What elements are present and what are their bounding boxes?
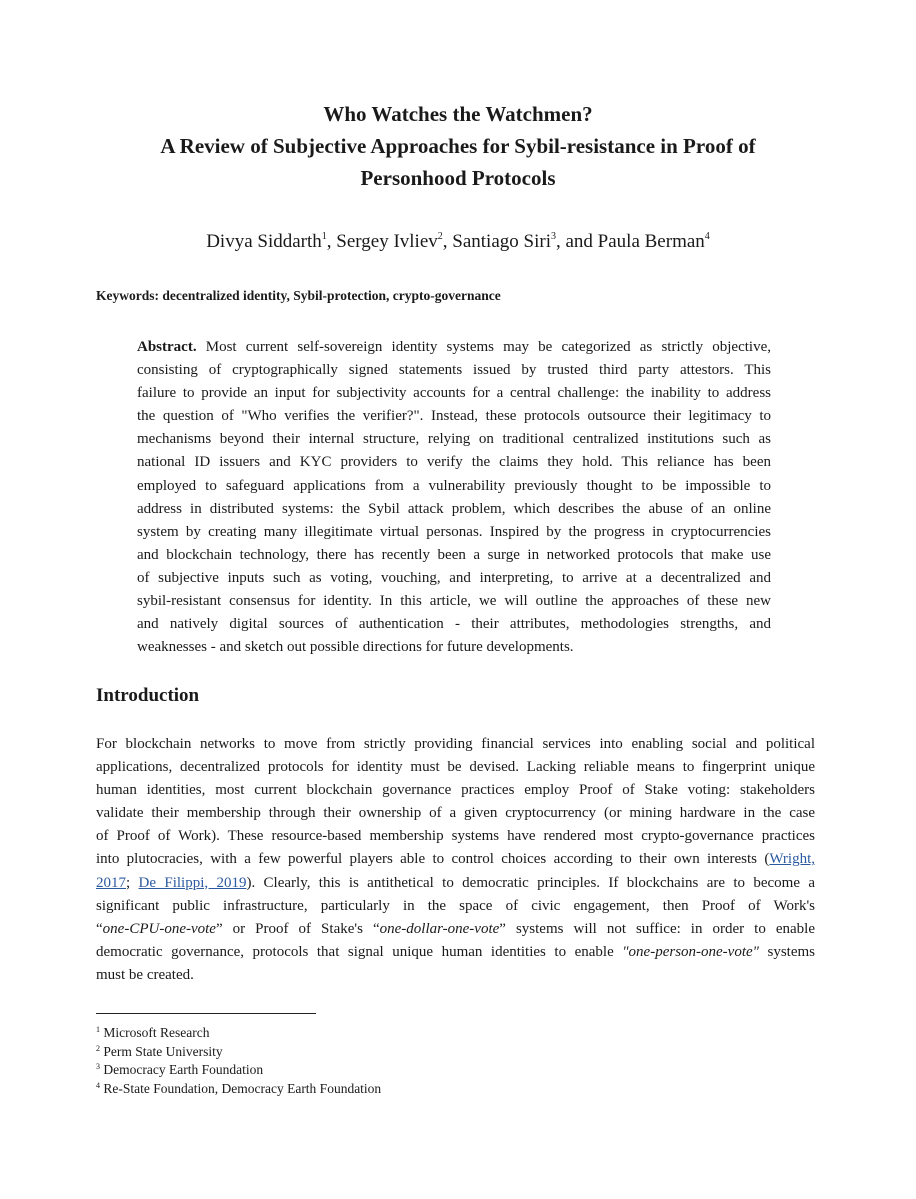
footnotes <box>96 1024 381 1098</box>
citation-link-wright[interactable]: Wright, <box>769 851 815 868</box>
author-name: Santiago Siri <box>452 231 551 252</box>
affiliation-mark: 3 <box>550 231 556 242</box>
body-line <box>96 872 815 895</box>
abstract <box>137 336 771 659</box>
body-text: democratic governance, protocols that signal unique human identities to enable <box>96 943 623 960</box>
body-text: ; <box>126 874 139 891</box>
abstract-line: sybil-resistant consensus for identity. In this article, we will outline the approaches of these new <box>137 593 771 610</box>
author-name: Paula Berman <box>597 231 705 252</box>
footnote <box>96 1080 381 1099</box>
footnote-text: Perm State University <box>103 1043 223 1059</box>
footnote-text: Microsoft Research <box>103 1025 210 1040</box>
emphasis-text: one-CPU-one-vote <box>102 920 216 937</box>
body-text: “ <box>96 920 103 937</box>
body-text: ” or Proof of Stake's “ <box>215 920 380 937</box>
abstract-line: failure to provide an input for subjectivity accounts for a central challenge: the inability to address <box>137 385 771 402</box>
body-text: into plutocracies, with a few powerful players able to control choices according to their own interests ( <box>96 851 770 868</box>
footnote-mark: 2 <box>96 1043 100 1053</box>
footnote-divider <box>96 1013 316 1014</box>
affiliation-mark: 2 <box>437 231 443 242</box>
citation-link-wright-year[interactable]: 2017 <box>96 874 126 891</box>
body-line: applications, decentralized protocols for identity must be devised. Lacking reliable means to fingerprint unique <box>96 759 815 776</box>
section-heading: Introduction <box>96 685 200 706</box>
author-name: Sergey Ivliev <box>336 231 438 252</box>
title-line: Personhood Protocols <box>360 166 556 190</box>
affiliation-mark: 4 <box>704 231 710 242</box>
abstract-line: weaknesses - and sketch out possible directions for future developments. <box>137 639 574 656</box>
author-list <box>96 228 820 256</box>
paper-title <box>96 98 820 194</box>
footnote-text: Re-State Foundation, Democracy Earth Foundation <box>103 1080 382 1096</box>
footnote-mark: 3 <box>96 1062 100 1071</box>
body-line: significant public infrastructure, particularly in the space of civic engagement, then Proof of Work's <box>96 897 815 914</box>
introduction-body <box>96 733 815 987</box>
emphasis-text: "one-person-one-vote" <box>622 943 759 960</box>
body-text: ). Clearly, this is antithetical to democratic principles. If blockchains are to become a <box>246 874 815 891</box>
citation-link-de-filippi[interactable]: De Filippi, 2019 <box>138 874 247 891</box>
body-line: For blockchain networks to move from strictly providing financial services into enabling social and political <box>96 736 815 752</box>
body-line: human identities, most current blockchain governance practices employ Proof of Stake voting: stakeholders <box>96 782 815 799</box>
body-line: validate their membership through their ownership of a given cryptocurrency (or mining hardware in the case <box>96 805 815 822</box>
author-name: Divya Siddarth <box>206 231 322 252</box>
body-text: ” systems will not suffice: in order to enable <box>499 920 815 937</box>
footnote-mark: 1 <box>96 1025 100 1034</box>
author-separator: , and <box>555 231 598 252</box>
abstract-line: mechanisms beyond their internal structure, relying on traditional centralized institutions such as <box>137 431 771 448</box>
body-line: of Proof of Work). These resource-based membership systems have rendered most crypto-governance practices <box>96 828 815 845</box>
emphasis-text: one-dollar-one-vote <box>379 920 500 937</box>
body-line <box>96 918 815 941</box>
abstract-text: Most current self-sovereign identity systems may be categorized as strictly objective, <box>196 339 771 355</box>
abstract-line: and natively digital sources of authentication - their attributes, methodologies strengths, and <box>137 616 771 633</box>
abstract-line: the question of "Who verifies the verifier?". Instead, these protocols outsource their legitimacy to <box>137 408 771 425</box>
abstract-line <box>137 336 771 359</box>
keywords: Keywords: decentralized identity, Sybil-protection, crypto-governance <box>96 288 501 303</box>
body-line <box>96 848 815 871</box>
abstract-line: consisting of cryptographically signed statements issued by trusted third party attestors. This <box>137 362 771 379</box>
author-separator: , <box>326 231 337 252</box>
body-line: must be created. <box>96 966 194 983</box>
abstract-line: and blockchain technology, there has recently been a surge in networked protocols that make use <box>137 546 771 563</box>
author-separator: , <box>442 231 453 252</box>
abstract-line: employed to safeguard applications from a vulnerability previously thought to be impossible to <box>137 477 771 494</box>
body-text: systems <box>758 943 815 960</box>
title-line: Who Watches the Watchmen? <box>323 102 593 126</box>
affiliation-mark: 1 <box>321 231 327 242</box>
footnote-mark: 4 <box>96 1080 100 1090</box>
abstract-line: address in distributed systems: the Sybil attack problem, which describes the abuse of an online <box>137 500 771 517</box>
abstract-line: national ID issuers and KYC providers to verify the claims they hold. This reliance has been <box>137 454 771 471</box>
body-line <box>96 941 815 964</box>
footnote <box>96 1043 381 1062</box>
footnote-text: Democracy Earth Foundation <box>103 1062 264 1077</box>
abstract-line: of subjective inputs such as voting, vouching, and interpreting, to arrive at a decentralized and <box>137 569 771 586</box>
abstract-line: system by creating many illegitimate virtual personas. Inspired by the progress in cryptocurrencies <box>137 523 771 540</box>
footnote <box>96 1061 381 1080</box>
abstract-label: Abstract. <box>137 339 197 355</box>
title-line: A Review of Subjective Approaches for Sybil-resistance in Proof of <box>160 134 756 158</box>
footnote <box>96 1024 381 1043</box>
